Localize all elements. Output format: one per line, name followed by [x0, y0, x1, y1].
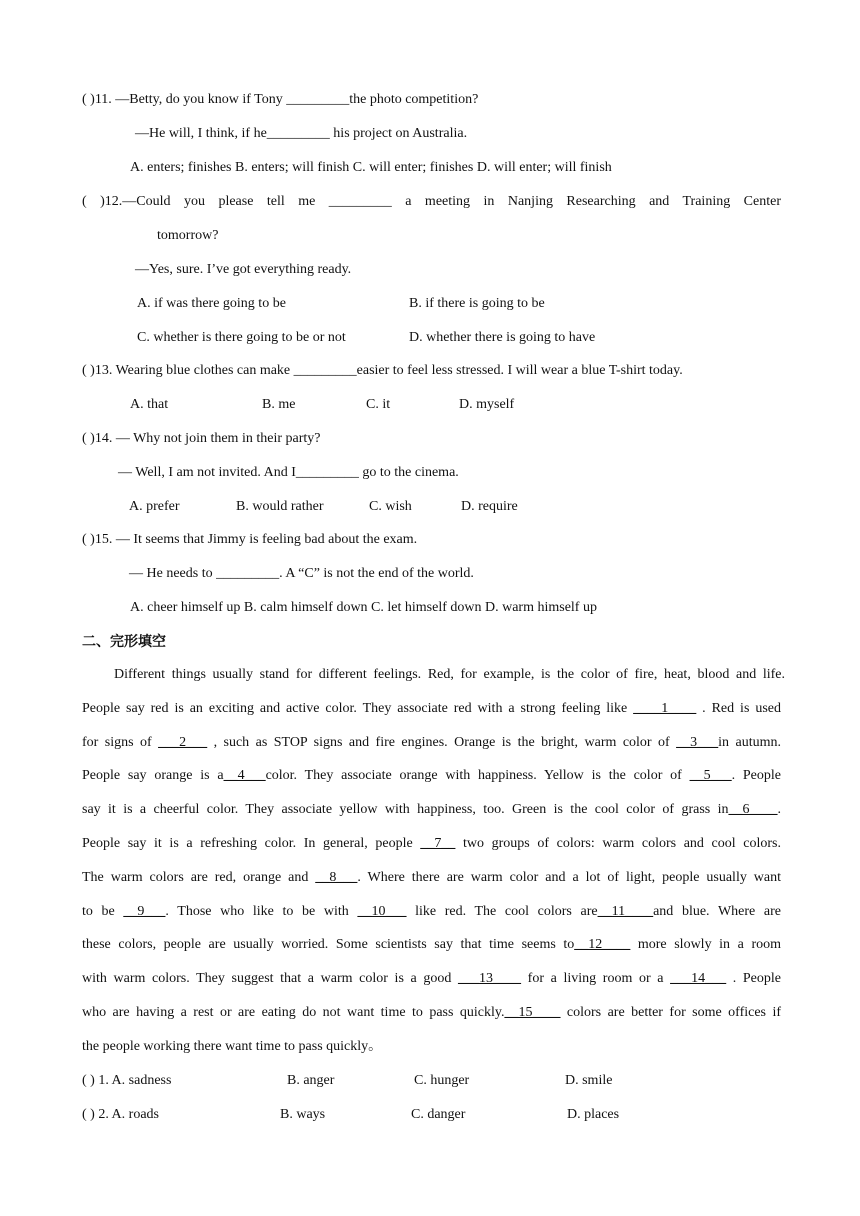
passage-text: color. They associate orange with happiness. Yellow is the color of: [265, 768, 690, 783]
question-11-reply: —He will, I think, if he_________ his project on Australia.: [135, 126, 468, 141]
blank: __3___: [676, 735, 719, 750]
question-14-option-c: C. wish: [369, 499, 412, 514]
item-1-number-option-a: ( ) 1. A. sadness: [82, 1073, 172, 1088]
question-14-option-d: D. require: [461, 499, 518, 514]
question-13-option-d: D. myself: [459, 397, 515, 412]
item-1-option-d: D. smile: [565, 1073, 613, 1088]
blank: __8___: [315, 870, 358, 885]
passage-text: Different things usually stand for different feelings. Red, for example, is the color of fire, heat, blood and life.: [114, 667, 785, 682]
passage-text: People say it is a refreshing color. In general, people: [82, 836, 421, 851]
passage-text: . Those who like to be with: [165, 904, 358, 919]
passage-text: like red. The cool colors are: [406, 904, 598, 919]
blank: ___13____: [458, 971, 522, 986]
passage-line: [82, 834, 781, 854]
passage-line: [82, 766, 781, 786]
blank: __10___: [357, 904, 407, 919]
question-12-stem-continued: tomorrow?: [157, 228, 219, 243]
passage-text: these colors, people are usually worried. Some scientists say that time seems to: [82, 937, 575, 952]
passage-text: for signs of: [82, 735, 159, 750]
passage-text: . People: [726, 971, 781, 986]
passage-line: [114, 665, 785, 685]
question-13-option-a: A. that: [130, 397, 169, 412]
question-11-stem: ( )11. —Betty, do you know if Tony _________the photo competition?: [82, 92, 479, 107]
passage-line: [82, 969, 781, 989]
passage-line: [82, 800, 781, 820]
question-14-reply: — Well, I am not invited. And I_________ go to the cinema.: [118, 465, 459, 480]
question-12-option-b: B. if there is going to be: [409, 296, 545, 311]
question-12-reply: —Yes, sure. I’ve got everything ready.: [135, 262, 352, 277]
passage-text: two groups of colors: warm colors and cool colors.: [455, 836, 782, 851]
passage-text: .: [777, 802, 781, 817]
item-1-option-c: C. hunger: [414, 1073, 470, 1088]
item-2-number-option-a: ( ) 2. A. roads: [82, 1107, 159, 1122]
blank: __6____: [728, 802, 778, 817]
passage-text: in autumn.: [718, 735, 781, 750]
blank: __9___: [123, 904, 166, 919]
passage-text: who are having a rest or are eating do not want time to pass quickly.: [82, 1005, 505, 1020]
passage-text: for a living room or a: [521, 971, 671, 986]
question-12-option-d: D. whether there is going to have: [409, 330, 596, 345]
passage-text: People say orange is a: [82, 768, 224, 783]
passage-text: . People: [731, 768, 781, 783]
question-12-option-c: C. whether is there going to be or not: [137, 330, 346, 345]
question-13-option-b: B. me: [262, 397, 296, 412]
question-14-stem: ( )14. — Why not join them in their party?: [82, 431, 321, 446]
question-12-option-a: A. if was there going to be: [137, 296, 286, 311]
question-11-options: A. enters; finishes B. enters; will finish C. will enter; finishes D. will enter; will finish: [130, 160, 612, 175]
blank: __4___: [223, 768, 266, 783]
passage-text: The warm colors are red, orange and: [82, 870, 316, 885]
question-13-option-c: C. it: [366, 397, 391, 412]
passage-text: colors are better for some offices if: [560, 1005, 782, 1020]
blank: ___2___: [158, 735, 208, 750]
question-13-stem: ( )13. Wearing blue clothes can make _________easier to feel less stressed. I will wear a blue T-shirt today.: [82, 363, 683, 378]
passage-line: [82, 733, 781, 753]
passage-line: [82, 1037, 781, 1057]
question-12-stem: ( )12.—Could you please tell me _________ a meeting in Nanjing Researching and Training Center: [82, 194, 781, 209]
passage-text: People say red is an exciting and active color. They associate red with a strong feeling like: [82, 701, 634, 716]
question-15-stem: ( )15. — It seems that Jimmy is feeling bad about the exam.: [82, 532, 418, 547]
passage-text: . Where there are warm color and a lot of light, people usually want: [357, 870, 781, 885]
passage-text: to be: [82, 904, 124, 919]
passage-text: more slowly in a room: [630, 937, 781, 952]
item-2-option-b: B. ways: [280, 1107, 326, 1122]
question-14-option-a: A. prefer: [129, 499, 180, 514]
blank: __5___: [689, 768, 732, 783]
passage-line: [82, 868, 781, 888]
passage-text: the people working there want time to pass quickly。: [82, 1039, 383, 1054]
passage-text: , such as STOP signs and fire engines. Orange is the bright, warm color of: [207, 735, 677, 750]
item-2-option-d: D. places: [567, 1107, 620, 1122]
blank: __7__: [420, 836, 456, 851]
passage-text: say it is a cheerful color. They associate yellow with happiness, too. Green is the cool color of grass in: [82, 802, 729, 817]
passage-text: with warm colors. They suggest that a warm color is a good: [82, 971, 459, 986]
passage-line: [82, 1003, 781, 1023]
question-15-reply: — He needs to _________. A “C” is not the end of the world.: [129, 566, 474, 581]
blank: __15____: [504, 1005, 561, 1020]
passage-text: . Red is used: [696, 701, 781, 716]
blank: ___14___: [670, 971, 727, 986]
item-2-option-c: C. danger: [411, 1107, 466, 1122]
question-15-options: A. cheer himself up B. calm himself down C. let himself down D. warm himself up: [130, 600, 597, 615]
passage-line: [82, 902, 781, 922]
passage-text: and blue. Where are: [653, 904, 781, 919]
question-14-option-b: B. would rather: [236, 499, 324, 514]
blank: ____1____: [633, 701, 697, 716]
blank: __11____: [597, 904, 654, 919]
item-1-option-b: B. anger: [287, 1073, 335, 1088]
blank: __12____: [574, 937, 631, 952]
passage-line: [82, 699, 781, 719]
passage-line: [82, 935, 781, 955]
section-title: 二、完形填空: [82, 634, 166, 650]
